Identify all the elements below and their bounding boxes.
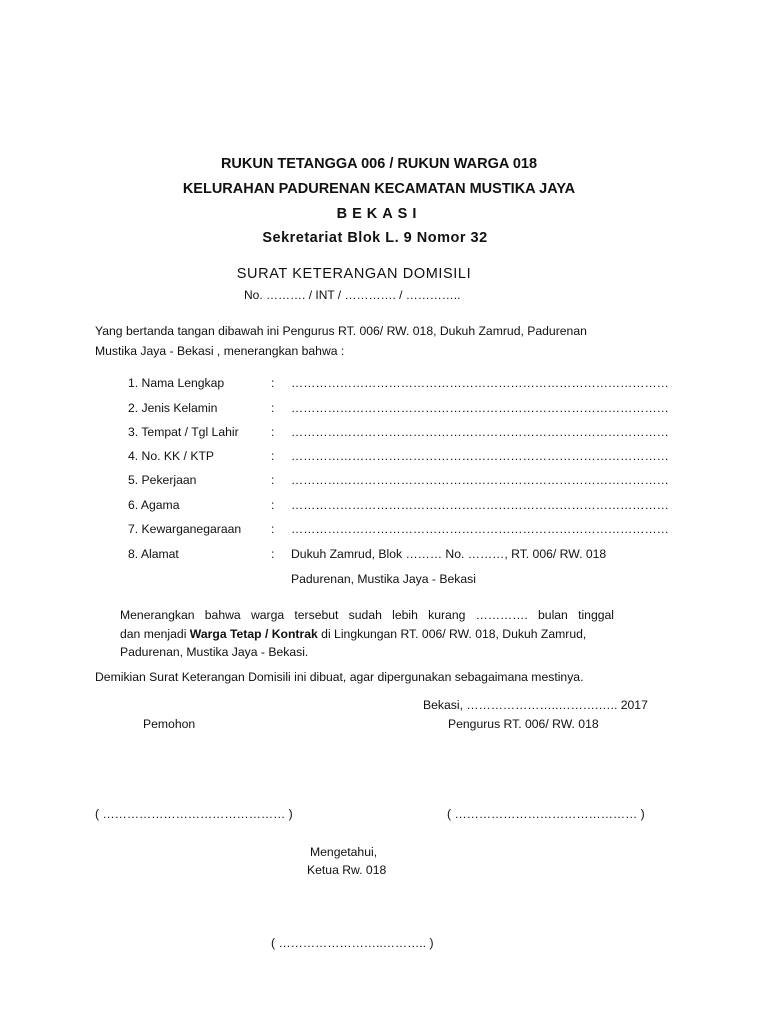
statement-text: dan menjadi	[120, 627, 190, 641]
field-colon: :	[271, 401, 275, 415]
address-line-2: Padurenan, Mustika Jaya - Bekasi	[291, 572, 476, 586]
rt-signature-blank: ( ……………………………………… )	[447, 807, 645, 821]
field-label: 4. No. KK / KTP	[128, 449, 215, 463]
intro-line-2: Mustika Jaya - Bekasi , menerangkan bahwa :	[95, 344, 345, 358]
intro-line-1: Yang bertanda tangan dibawah ini Pengurus RT. 006/ RW. 018, Dukuh Zamrud, Padurenan	[95, 324, 587, 338]
header-secretariat: Sekretariat Blok L. 9 Nomor 32	[262, 230, 488, 246]
header-rt-rw: RUKUN TETANGGA 006 / RUKUN WARGA 018	[220, 156, 538, 172]
rw-signature-blank: ( ……………………..……….. )	[271, 936, 434, 950]
field-value-blank: …………………………………………………………………………………	[291, 401, 669, 415]
field-label: 7. Kewarganegaraan	[128, 522, 242, 536]
letter-number-blanks: ………. / INT / …………. / …………..	[262, 288, 461, 302]
field-colon: :	[271, 473, 275, 487]
statement-line-3: Padurenan, Mustika Jaya - Bekasi.	[120, 645, 309, 659]
letter-title: SURAT KETERANGAN DOMISILI	[236, 266, 472, 282]
field-value-blank: …………………………………………………………………………………	[291, 425, 669, 439]
applicant-signature-blank: ( ……………………………………… )	[95, 807, 293, 821]
field-value-blank: …………………………………………………………………………………	[291, 522, 669, 536]
field-colon: :	[271, 498, 275, 512]
field-label: 3. Tempat / Tgl Lahir	[128, 425, 239, 439]
field-colon: :	[271, 449, 275, 463]
statement-text: di Lingkungan RT. 006/ RW. 018, Dukuh Zamrud,	[317, 627, 587, 641]
field-colon: :	[271, 425, 275, 439]
field-label: 2. Jenis Kelamin	[128, 401, 218, 415]
field-colon: :	[271, 547, 275, 561]
field-colon: :	[271, 522, 275, 536]
statement-line-1: Menerangkan bahwa warga tersebut sudah lebih kurang …………. bulan tinggal	[120, 608, 614, 622]
letter-number	[244, 288, 460, 302]
header-city: BEKASI	[336, 206, 422, 222]
field-label: 8. Alamat	[128, 547, 179, 561]
field-label: 6. Agama	[128, 498, 180, 512]
rt-official-label: Pengurus RT. 006/ RW. 018	[448, 717, 599, 731]
residence-status-bold: Warga Tetap / Kontrak	[189, 627, 318, 641]
rw-chief-label: Ketua Rw. 018	[307, 863, 387, 877]
field-value-blank: …………………………………………………………………………………	[291, 449, 669, 463]
field-value-blank: …………………………………………………………………………………	[291, 498, 669, 512]
field-value-address: Dukuh Zamrud, Blok ……… No. ………, RT. 006/ RW. 018	[291, 547, 607, 561]
field-value-blank: …………………………………………………………………………………	[291, 473, 669, 487]
field-label: 1. Nama Lengkap	[128, 376, 225, 390]
place-date: Bekasi, …………………..……….….. 2017	[423, 698, 648, 712]
letter-number-prefix: No.	[244, 288, 263, 302]
field-colon: :	[271, 376, 275, 390]
field-label: 5. Pekerjaan	[128, 473, 197, 487]
header-kelurahan: KELURAHAN PADURENAN KECAMATAN MUSTIKA JAYA	[182, 181, 576, 197]
acknowledge-label: Mengetahui,	[310, 845, 378, 859]
field-value-blank: …………………………………………………………………………………	[291, 376, 669, 390]
closing-sentence: Demikian Surat Keterangan Domisili ini dibuat, agar dipergunakan sebagaimana mestinya.	[95, 670, 584, 684]
statement-line-2	[120, 627, 586, 641]
applicant-label: Pemohon	[143, 717, 196, 731]
